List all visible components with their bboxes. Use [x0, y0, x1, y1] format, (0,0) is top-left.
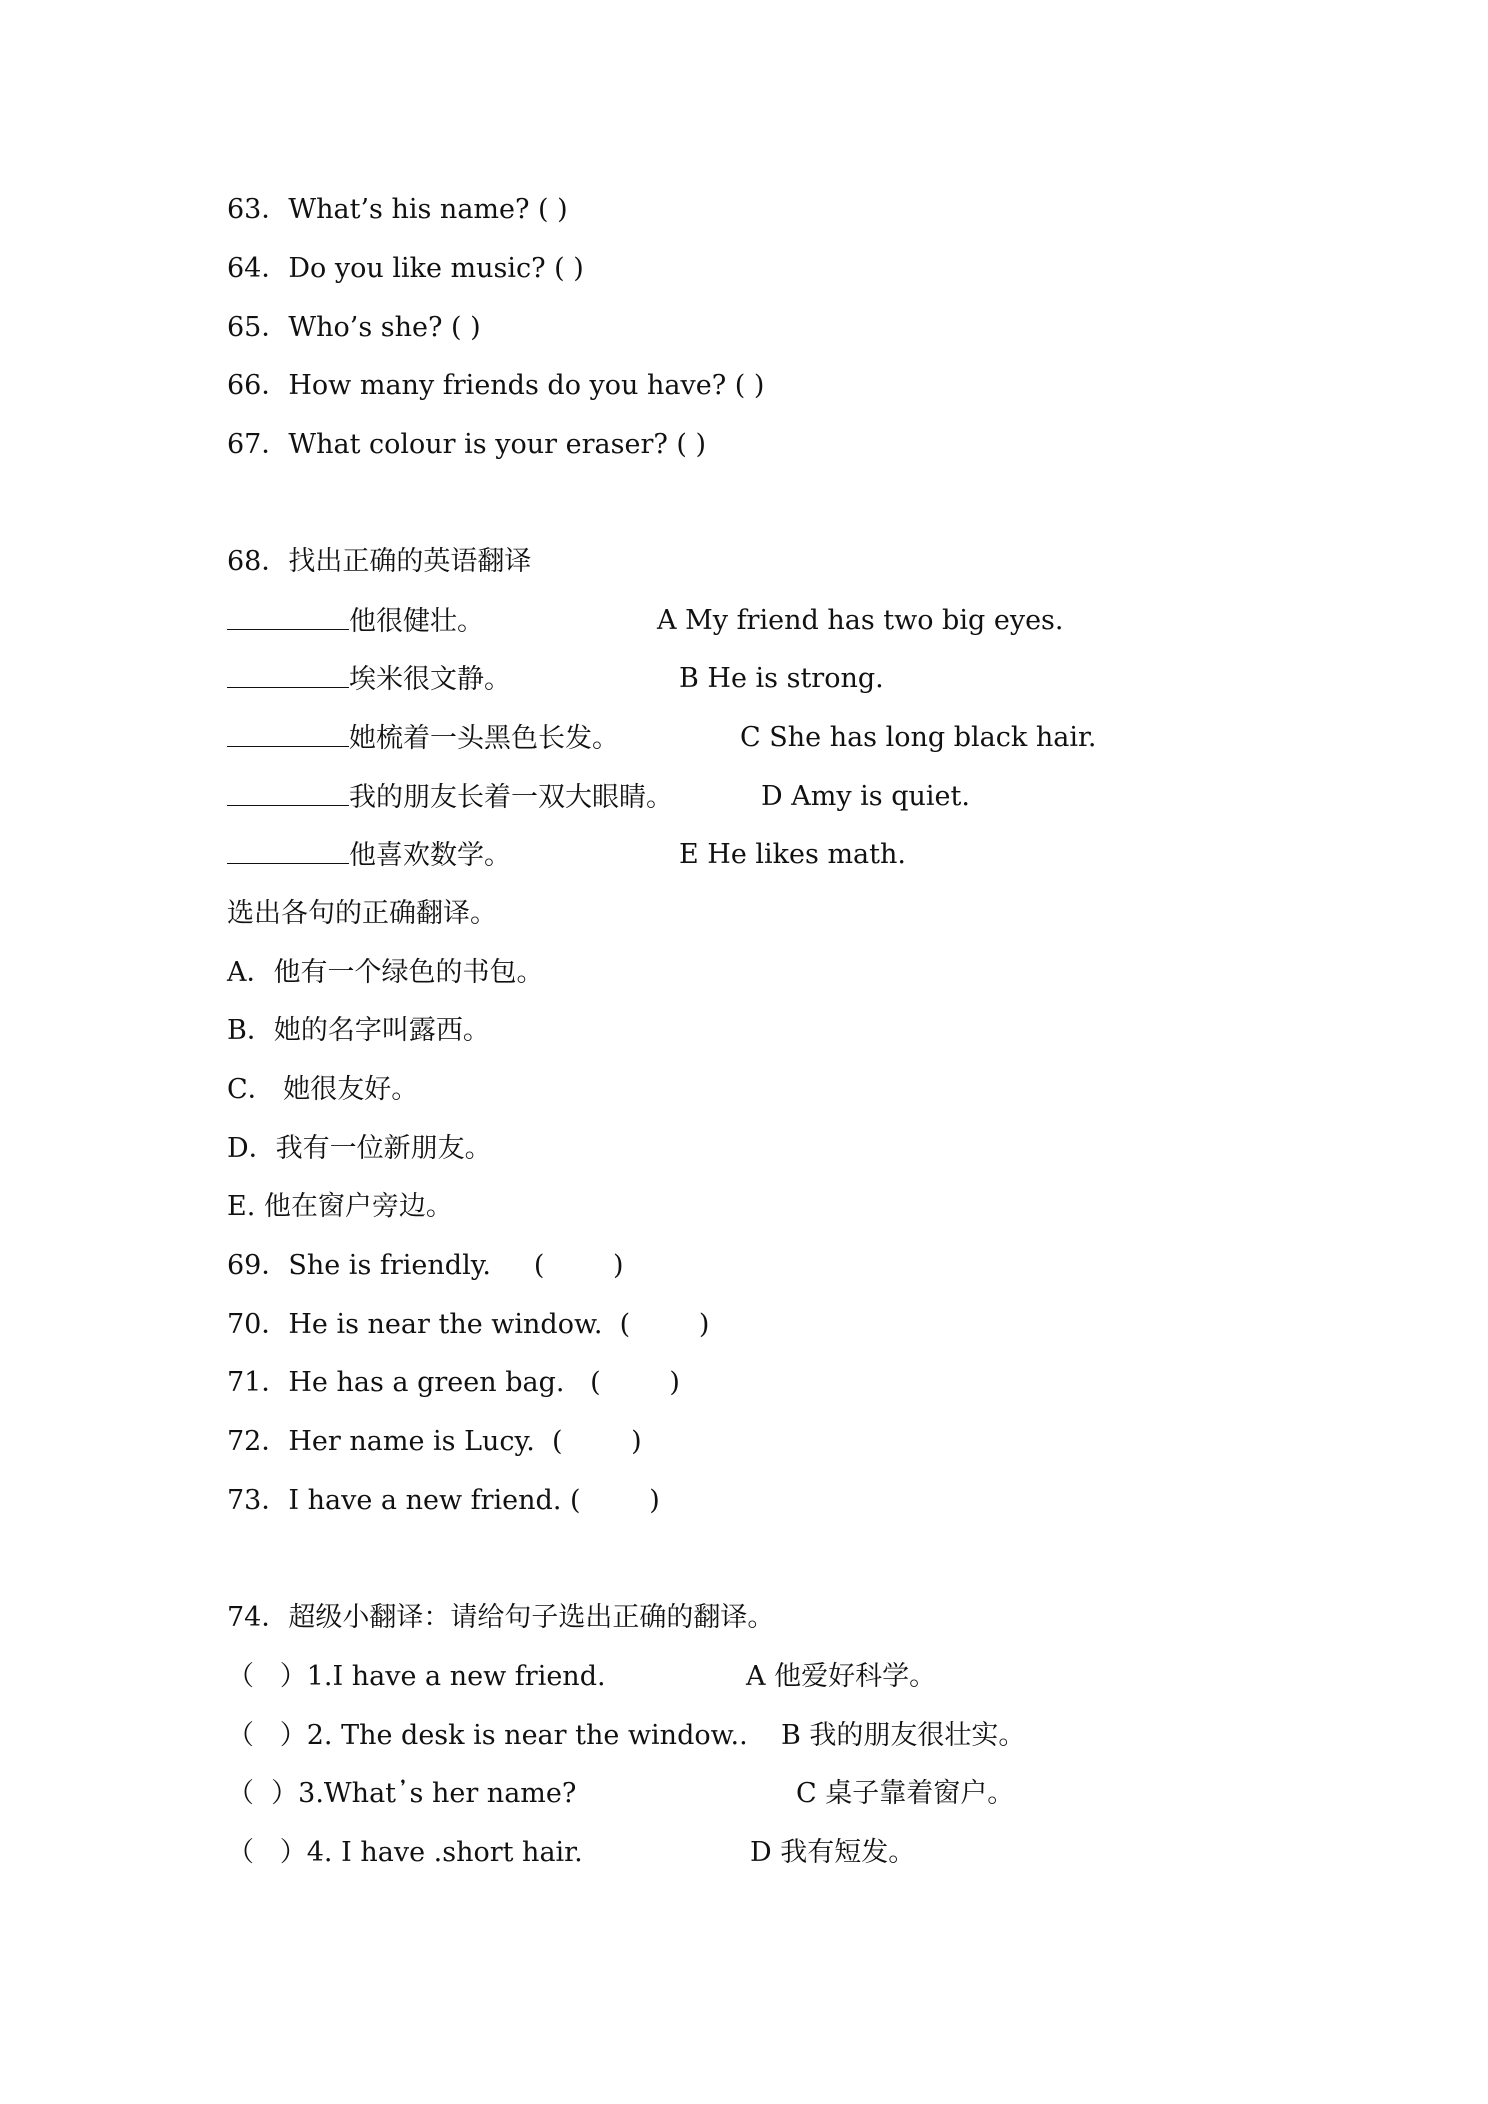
translation-row: （ ）4. I have .short hair. D 我有短发。 [227, 1837, 916, 1868]
question-66: 66．How many friends do you have? ( ) [227, 370, 765, 401]
match-row: 我的朋友长着一双大眼睛。 D Amy is quiet. [227, 783, 673, 817]
translation-row: （ ）3.What᾿s her name? C 桌子靠着窗户。 [227, 1778, 1015, 1809]
answer-blank[interactable] [227, 841, 349, 864]
answer-blank[interactable] [227, 665, 349, 688]
translation-row: （ ）1.I have a new friend. A 他爱好科学。 [227, 1661, 937, 1692]
answer-blank[interactable] [227, 783, 349, 806]
translation-row: （ ）2. The desk is near the window.. B 我的朋友很壮实。 [227, 1720, 1026, 1751]
answer-blank[interactable] [227, 607, 349, 630]
answer-blank[interactable] [227, 724, 349, 747]
question-71: 71．He has a green bag. ( ) [227, 1367, 680, 1398]
match-row: 她梳着一头黑色长发。 C She has long black hair. [227, 724, 619, 758]
match-row: 他喜欢数学。 E He likes math. [227, 841, 511, 875]
option-e: E. 他在窗户旁边。 [227, 1191, 453, 1222]
question-63: 63．What’s his name? ( ) [227, 194, 568, 225]
question-70: 70．He is near the window. ( ) [227, 1309, 710, 1340]
question-72: 72．Her name is Lucy. ( ) [227, 1426, 642, 1457]
question-65: 65．Who’s she? ( ) [227, 312, 481, 343]
section-instruction: 选出各句的正确翻译。 [227, 898, 497, 929]
option-a: A．他有一个绿色的书包。 [227, 957, 544, 988]
option-b: B．她的名字叫露西。 [227, 1015, 490, 1046]
question-68-title: 68．找出正确的英语翻译 [227, 546, 532, 577]
question-74-title: 74．超级小翻译：请给句子选出正确的翻译。 [227, 1602, 775, 1633]
match-row: 他很健壮。 A My friend has two big eyes. [227, 607, 484, 641]
question-73: 73．I have a new friend. ( ) [227, 1485, 660, 1516]
match-row: 埃米很文静。 B He is strong. [227, 665, 511, 699]
question-67: 67．What colour is your eraser? ( ) [227, 429, 707, 460]
option-c: C． 她很友好。 [227, 1074, 419, 1105]
question-69: 69．She is friendly. ( ) [227, 1250, 624, 1281]
option-d: D．我有一位新朋友。 [227, 1133, 492, 1164]
question-64: 64．Do you like music? ( ) [227, 253, 584, 284]
